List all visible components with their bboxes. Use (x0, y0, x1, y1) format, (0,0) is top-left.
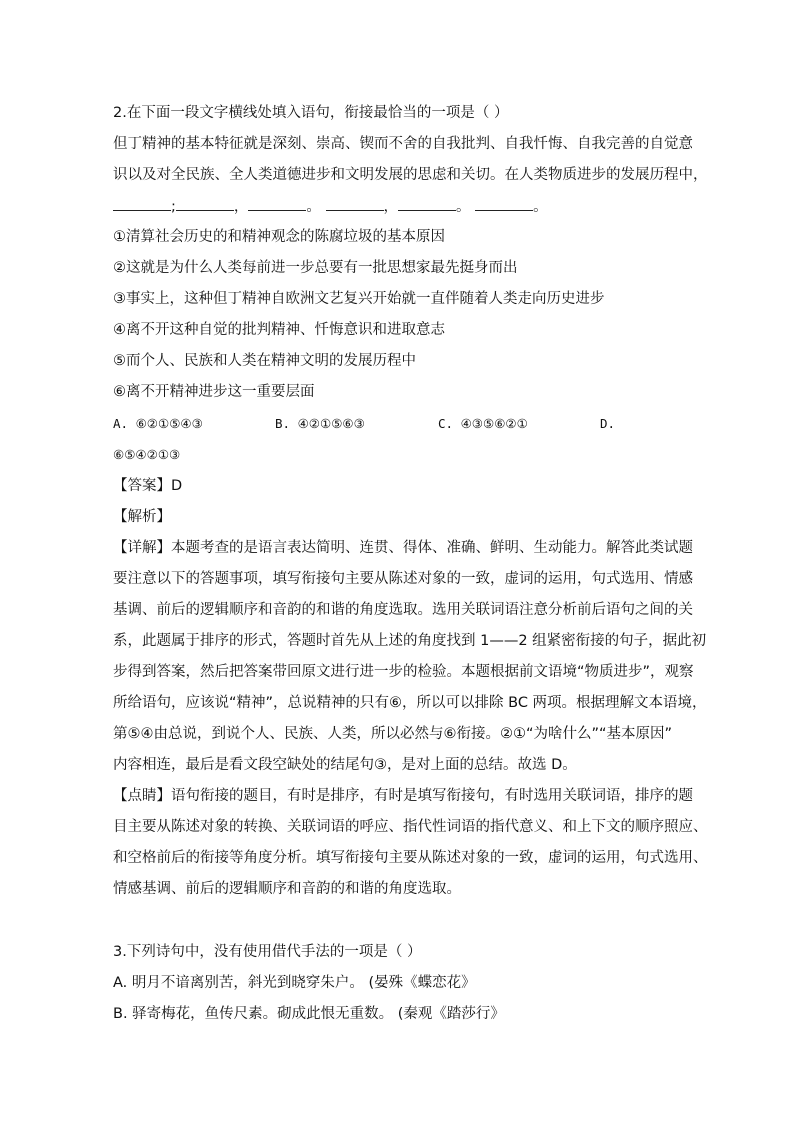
option-c[interactable]: C. ④③⑤⑥②① (438, 416, 528, 431)
analysis-header: 【解析】 (113, 509, 171, 525)
blank-sep-1: ; (171, 199, 176, 215)
statement-item-1: ①清算社会历史的和精神观念的陈腐垃圾的基本原因 (113, 229, 445, 245)
statement-item-6: ⑥离不开精神进步这一重要层面 (113, 384, 315, 400)
points-line-3: 和空格前后的衔接等角度分析。填写衔接句主要从陈述对象的一致，虚词的运用，句式选用、 (113, 850, 708, 866)
blank-line (113, 196, 548, 217)
blank-5[interactable] (398, 196, 456, 211)
detail-line-3: 基调、前后的逻辑顺序和音韵的和谐的角度选取。选用关联词语注意分析前后语句之间的关 (113, 602, 693, 618)
detail-line-6: 所给语句，应该说“精神”，总说精神的只有⑥，所以可以排除 BC 两项。根据理解文本语境， (113, 695, 707, 711)
statement-item-5: ⑤而个人、民族和人类在精神文明的发展历程中 (113, 353, 416, 369)
blank-sep-5: 。 (456, 199, 471, 215)
blank-1[interactable] (113, 196, 171, 211)
q3-option-b[interactable]: B. 驿寄梅花，鱼传尺素。砌成此恨无重数。 (秦观《踏莎行》 (113, 1006, 505, 1022)
answer-line: 【答案】D (113, 478, 183, 494)
blank-2[interactable] (176, 196, 234, 211)
blank-sep-3: 。 (306, 199, 321, 215)
detail-line-8: 内容相连，最后是看文段空缺处的结尾句③，是对上面的总结。故选 D。 (113, 757, 577, 773)
blank-4[interactable] (326, 196, 384, 211)
option-b[interactable]: B. ④②①⑤⑥③ (275, 416, 365, 431)
blank-sep-2: ， (233, 199, 249, 215)
detail-line-1: 【详解】本题考查的是语言表达简明、连贯、得体、准确、鲜明、生动能力。解答此类试题 (113, 540, 693, 556)
points-line-4: 情感基调、前后的逻辑顺序和音韵的和谐的角度选取。 (113, 881, 461, 897)
option-d[interactable]: D. (600, 416, 616, 431)
question-3-title: 3.下列诗句中，没有使用借代手法的一项是（ ） (113, 944, 422, 960)
statement-item-3: ③事实上，这种但丁精神自欧洲文艺复兴开始就一直伴随着人类走向历史进步 (113, 291, 605, 307)
option-a[interactable]: A. ⑥②①⑤④③ (113, 416, 203, 431)
blank-6[interactable] (475, 196, 533, 211)
blank-sep-4: ， (383, 199, 398, 215)
points-line-2: 目主要从陈述对象的转换、关联词语的呼应、指代性词语的指代意义、和上下文的顺序照应、 (113, 819, 708, 835)
statement-item-2: ②这就是为什么人类每前进一步总要有一批思想家最先挺身而出 (113, 260, 518, 276)
statement-item-4: ④离不开这种自觉的批判精神、忏悔意识和进取意志 (113, 322, 445, 338)
passage-line-1: 但丁精神的基本特征就是深刻、崇高、锲而不舍的自我批判、自我忏悔、自我完善的自觉意 (113, 136, 693, 152)
question-2-title: 2.在下面一段文字横线处填入语句，衔接最恰当的一项是（ ） (113, 105, 509, 121)
blank-3[interactable] (248, 196, 306, 211)
detail-line-4: 系，此题属于排序的形式，答题时首先从上述的角度找到 1——2 组紧密衔接的句子，据此初 (113, 633, 707, 649)
option-d-continued: ⑥⑤④②①③ (113, 447, 181, 462)
blank-sep-6: 。 (533, 199, 548, 215)
detail-line-7: 第⑤④由总说，到说个人、民族、人类，所以必然与⑥衔接。②①“为啥什么”“基本原因” (113, 726, 673, 742)
detail-line-5: 步得到答案，然后把答案带回原文进行进一步的检验。本题根据前文语境“物质进步”，观察 (113, 664, 694, 680)
q3-option-a[interactable]: A. 明月不谙离别苦，斜光到晓穿朱户。 (晏殊《蝶恋花》 (113, 975, 476, 991)
detail-line-2: 要注意以下的答题事项，填写衔接句主要从陈述对象的一致，虚词的运用，句式选用、情感 (113, 571, 693, 587)
passage-line-2: 识以及对全民族、全人类道德进步和文明发展的思虑和关切。在人类物质进步的发展历程中， (113, 167, 708, 183)
points-line-1: 【点睛】语句衔接的题目，有时是排序，有时是填写衔接句，有时选用关联词语，排序的题 (113, 788, 693, 804)
